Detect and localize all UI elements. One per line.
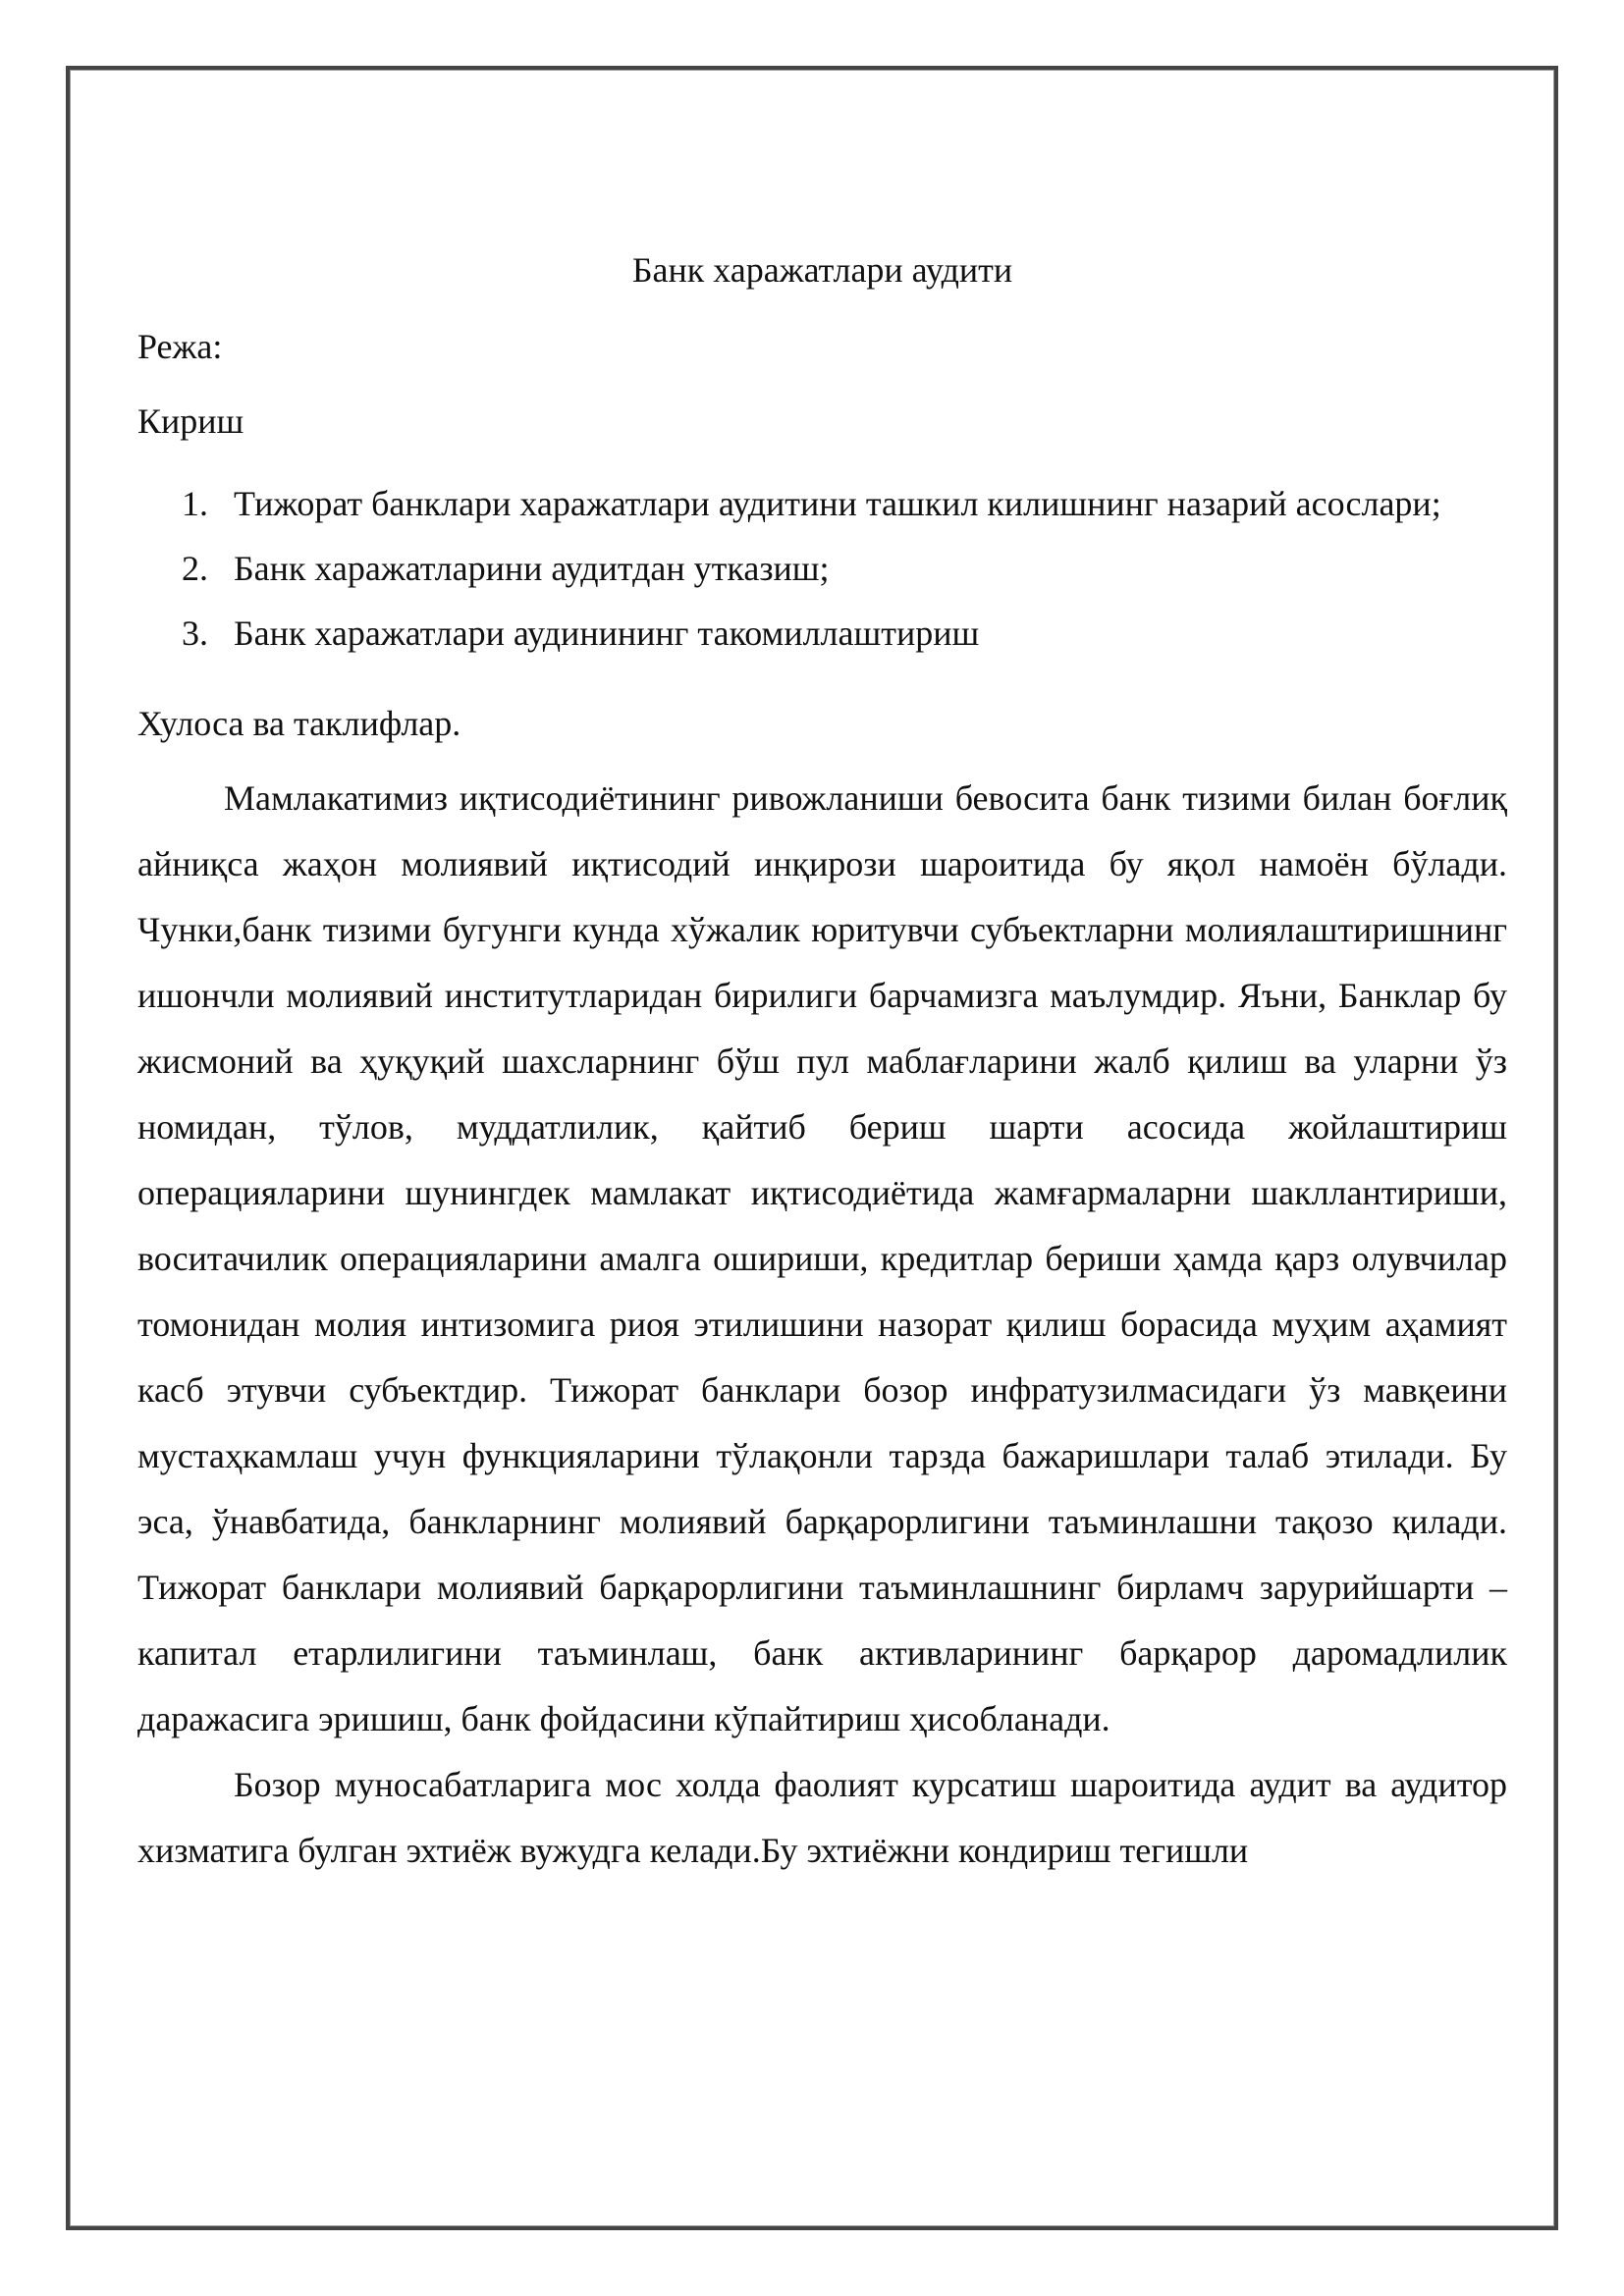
body-paragraph: Бозор муносабатларига мос холда фаолият курсатиш шароитида аудит ва аудитор хизматига булган эхтиёж вужудга келади.Бу эхтиёжни кондириш тегишли [137, 1765, 1507, 1870]
plan-item-text: Банк харажатларини аудитдан утказиш; [234, 549, 830, 588]
plan-item-number: 3. [182, 614, 208, 653]
plan-item [137, 536, 1507, 601]
plan-item [137, 601, 1507, 666]
plan-item-text: Тижорат банклари харажатлари аудитини ташкил килишнинг назарий асослари; [234, 484, 1441, 523]
intro-label: Кириш [137, 401, 244, 441]
document-title: Банк харажатлари аудити [631, 250, 1013, 290]
plan-item-text: Банк харажатлари аудинининг такомиллаштириш [234, 614, 980, 653]
body-paragraph: Мамлакатимиз иқтисодиётининг ривожланиши бевосита банк тизими билан боғлиқ айниқса жаҳон молиявий иқтисодий инқирози шароитида бу яқол намоён бўлади. Чунки,банк тизими бугунги кунда хўжалик юритувчи субъектларни молиялаштиришнинг ишончли молиявий институтларидан бирилиги барчамизга маълумдир. Яъни, Банклар бу жисмоний ва ҳуқуқий шахсларнинг бўш пул маблағларини жалб қилиш ва уларни ўз номидан, тўлов, муддатлилик, қайтиб бериш шарти асосида жойлаштириш операцияларини шунингдек мамлакат иқтисодиётида жамғармаларни шакллантириши, воситачилик операцияларини амалга ошириши, кредитлар бериши ҳамда қарз олувчилар томонидан молия интизомига риоя этилишини назорат қилиш борасида муҳим аҳамият касб этувчи субъектдир. Тижорат банклари бозор инфратузилмасидаги ўз мавқеини мустаҳкамлаш учун функцияларини тўлақонли тарзда бажаришлари талаб этилади. Бу эса, ўнавбатида, банкларнинг молиявий барқарорлигини таъминлашни тақозо қилади. Тижорат банклари молиявий барқарорлигини таъминлашнинг бирламч зарурийшарти – капитал етарлилигини таъминлаш, банк активларининг барқарор даромадлилик даражасига эришиш, банк фойдасини кўпайтириш ҳисобланади. [137, 778, 1507, 1738]
plan-list [137, 471, 1507, 666]
plan-label: Режа: [137, 327, 223, 366]
document-body [137, 245, 1507, 1884]
plan-item-number: 1. [182, 484, 208, 523]
plan-item-number: 2. [182, 549, 208, 588]
conclusion-label: Хулоса ва таклифлар. [137, 704, 461, 743]
plan-item [137, 471, 1507, 536]
